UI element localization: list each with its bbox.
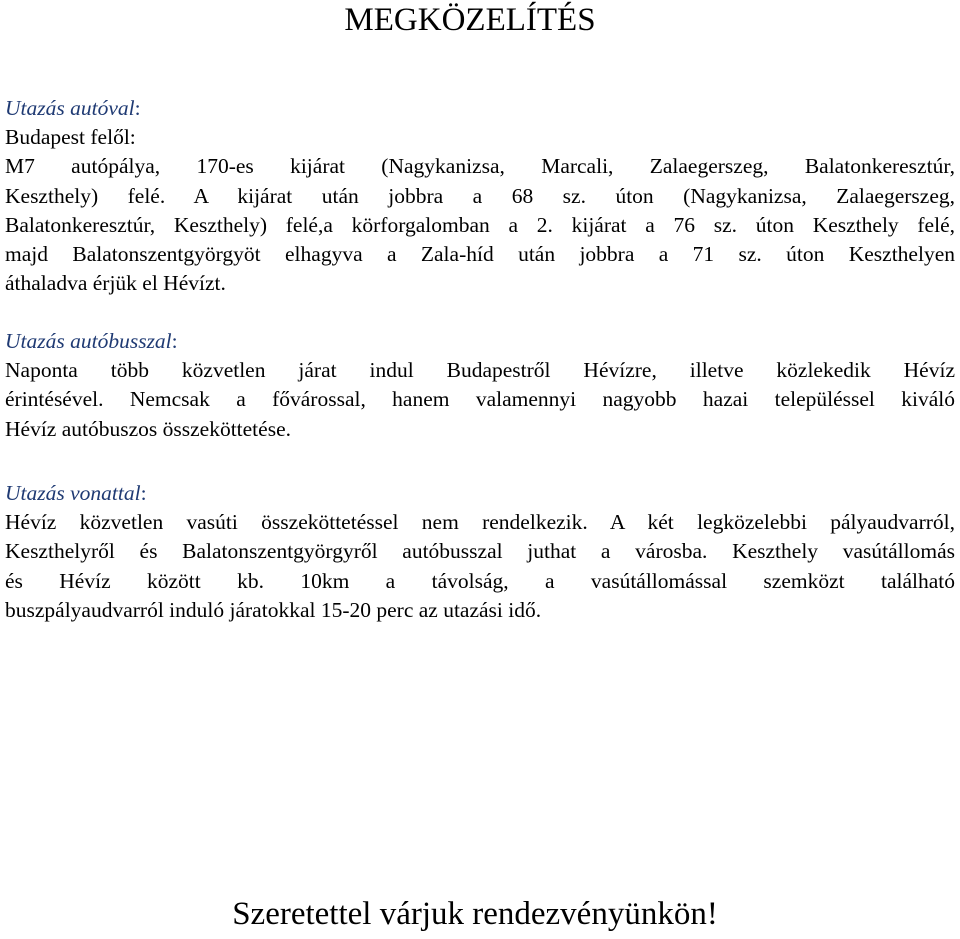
car-line-3: Balatonkeresztúr, Keszthely) felé,a körforgalomban a 2. kijárat a 76 sz. úton Keszthely felé, xyxy=(5,212,955,237)
section-heading-train: Utazás vonattal: xyxy=(5,481,147,505)
car-line-1: M7 autópálya, 170-es kijárat (Nagykanizsa, Marcali, Zalaegerszeg, Balatonkeresztúr, xyxy=(5,154,955,179)
car-subheading: Budapest felől: xyxy=(5,125,136,150)
train-line-3: és Hévíz között kb. 10km a távolság, a vasútállomással szemközt található xyxy=(5,568,955,593)
section-heading-car: Utazás autóval: xyxy=(5,96,141,120)
train-line-1: Hévíz közvetlen vasúti összeköttetéssel nem rendelkezik. A két legközelebbi pályaudvarról, xyxy=(5,510,955,535)
section-car xyxy=(5,94,955,298)
section-heading-bus-text: Utazás autóbusszal xyxy=(5,329,172,353)
section-train xyxy=(5,479,955,625)
car-line-2: Keszthely) felé. A kijárat után jobbra a 68 sz. úton (Nagykanizsa, Zalaegerszeg, xyxy=(5,183,955,208)
section-heading-bus: Utazás autóbusszal: xyxy=(5,329,178,353)
bus-line-1: Naponta több közvetlen járat indul Budapestről Hévízre, illetve közlekedik Hévíz xyxy=(5,358,955,383)
closing-message: Szeretettel várjuk rendezvényünkön! xyxy=(232,896,718,932)
car-line-5: áthaladva érjük el Hévízt. xyxy=(5,271,226,296)
train-line-2: Keszthelyről és Balatonszentgyörgyről autóbusszal juthat a városba. Keszthely vasútállomás xyxy=(5,539,955,564)
section-bus xyxy=(5,327,955,444)
car-line-4: majd Balatonszentgyörgyöt elhagyva a Zala-híd után jobbra a 71 sz. úton Keszthelyen xyxy=(5,242,955,267)
section-heading-train-text: Utazás vonattal xyxy=(5,481,141,505)
bus-line-3: Hévíz autóbuszos összeköttetése. xyxy=(5,416,291,441)
section-heading-car-text: Utazás autóval xyxy=(5,96,135,120)
bus-line-2: érintésével. Nemcsak a fővárossal, hanem valamennyi nagyobb hazai településsel kiváló xyxy=(5,387,955,412)
page-title: MEGKÖZELÍTÉS xyxy=(344,2,596,38)
train-line-4: buszpályaudvarról induló járatokkal 15-20 perc az utazási idő. xyxy=(5,597,542,622)
